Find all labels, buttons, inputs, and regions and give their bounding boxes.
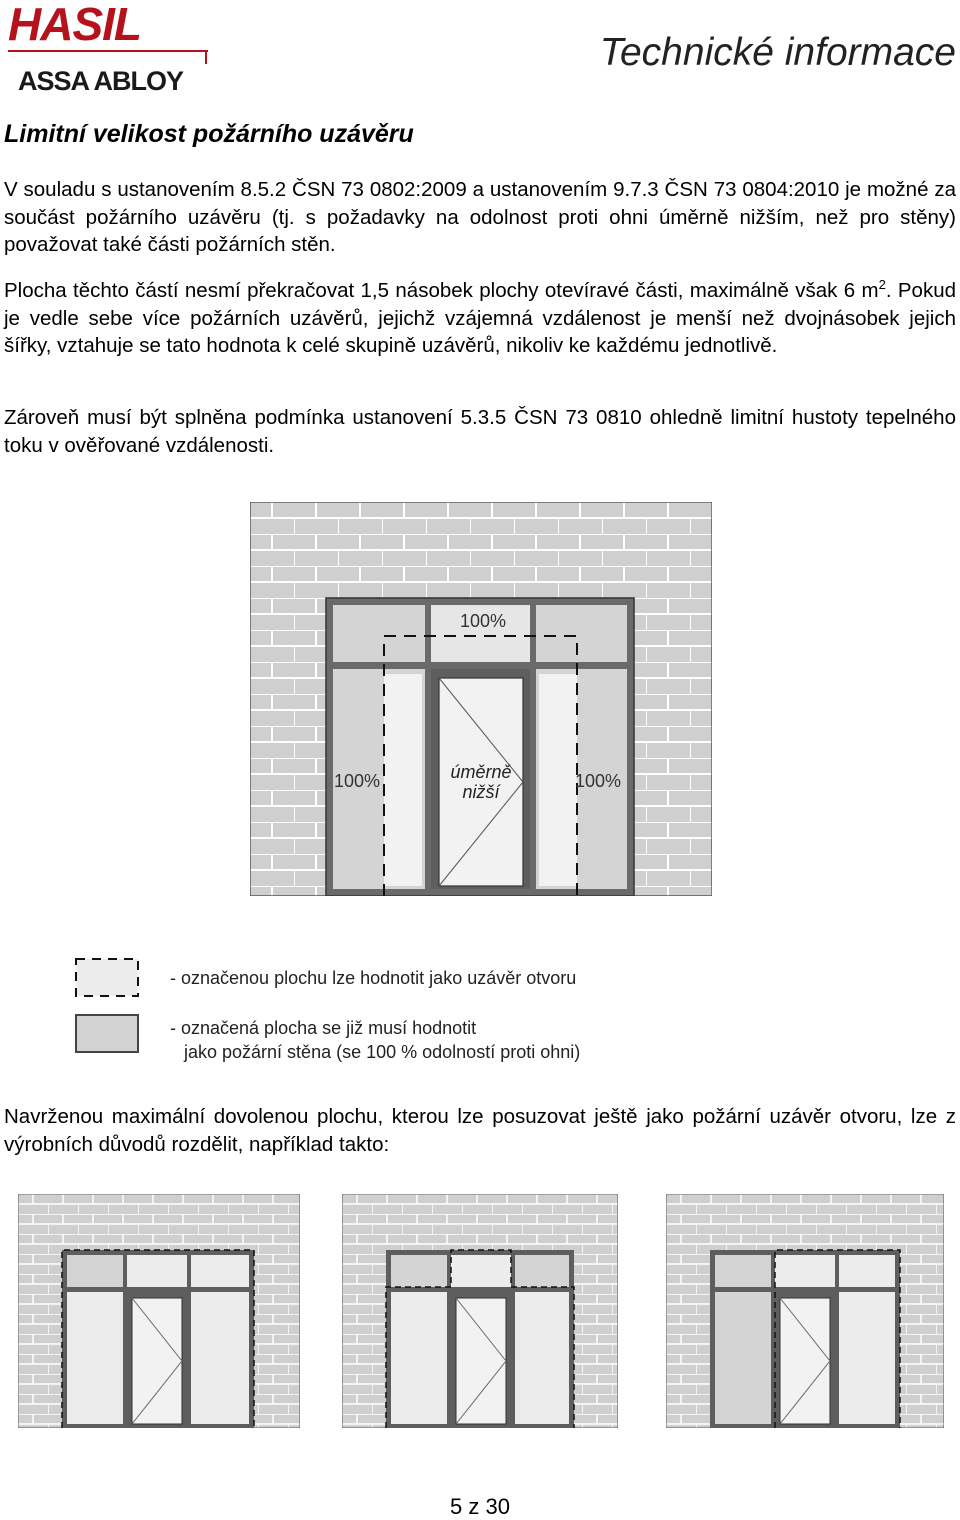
transom-right-panel xyxy=(536,605,627,662)
label-top-100: 100% xyxy=(459,611,507,631)
assa-abloy-logo: ASSA ABLOY xyxy=(18,66,184,96)
variant-diagram-2 xyxy=(342,1194,618,1433)
label-right-100: 100% xyxy=(575,771,622,791)
side-right-glass xyxy=(539,674,577,886)
label-left-100: 100% xyxy=(334,771,381,791)
variant-3-svg xyxy=(666,1194,944,1428)
paragraph-2-part-a: Plocha těchto částí nesmí překračovat 1,5 násobek plochy otevíravé části, maximálně však 6 m xyxy=(4,279,879,302)
header-title: Technické informace xyxy=(599,31,956,74)
variant-diagram-1 xyxy=(18,1194,300,1433)
side-left-glass xyxy=(384,674,422,886)
legend-dashed-text: - označenou plochu lze hodnotit jako uzávěr otvoru xyxy=(170,968,577,988)
logo-underline-tick xyxy=(205,52,207,64)
paragraph-3: Zároveň musí být splněna podmínka ustanovení 5.3.5 ČSN 73 0810 ohledně limitní hustoty tepelného toku v ověřované vzdálenosti. xyxy=(4,406,956,457)
paragraph-2 xyxy=(4,277,956,360)
variant-1-svg xyxy=(18,1194,300,1428)
paragraph-2-part-b: . Pokud je vedle sebe více požárních uzávěrů, jejichž vzájemná vzdálenost je menší než dvojnásobek jejich šířky, vztahuje se tato hodnota k celé skupině uzávěrů, nikoliv ke každému jednotlivě. xyxy=(4,279,956,357)
variant-diagram-3 xyxy=(666,1194,944,1433)
legend-solid-text-1: - označená plocha se již musí hodnotit xyxy=(170,1018,477,1038)
page-number: 5 z 30 xyxy=(450,1494,510,1519)
paragraph-1: V souladu s ustanovením 8.5.2 ČSN 73 0802:2009 a ustanovením 9.7.3 ČSN 73 0804:2010 je možné za součást požárního uzávěru (tj. s požadavky na odolnost proti ohni úměrně nižším, než pro stěny) považovat také části požárních stěn. xyxy=(4,178,956,256)
fire-closure-diagram xyxy=(250,502,712,896)
section-title: Limitní velikost požárního uzávěru xyxy=(4,120,414,148)
legend-solid-text-2: jako požární stěna (se 100 % odolností proti ohni) xyxy=(184,1042,581,1062)
variant-2-svg xyxy=(342,1194,618,1428)
legend-solid-swatch xyxy=(74,1012,142,1056)
label-door-line-1: úměrně xyxy=(450,762,512,782)
paragraph-4: Navrženou maximální dovolenou plochu, kterou lze posuzovat ještě jako požární uzávěr otvoru, lze z výrobních důvodů rozdělit, například takto: xyxy=(4,1105,956,1156)
legend-dashed-swatch xyxy=(74,956,142,1000)
hasil-logo: HASIL xyxy=(8,0,141,50)
logo-underline xyxy=(8,50,208,52)
transom-left-panel xyxy=(333,605,425,662)
label-door-line-2: nižší xyxy=(462,782,500,802)
superscript-2: 2 xyxy=(878,277,886,293)
